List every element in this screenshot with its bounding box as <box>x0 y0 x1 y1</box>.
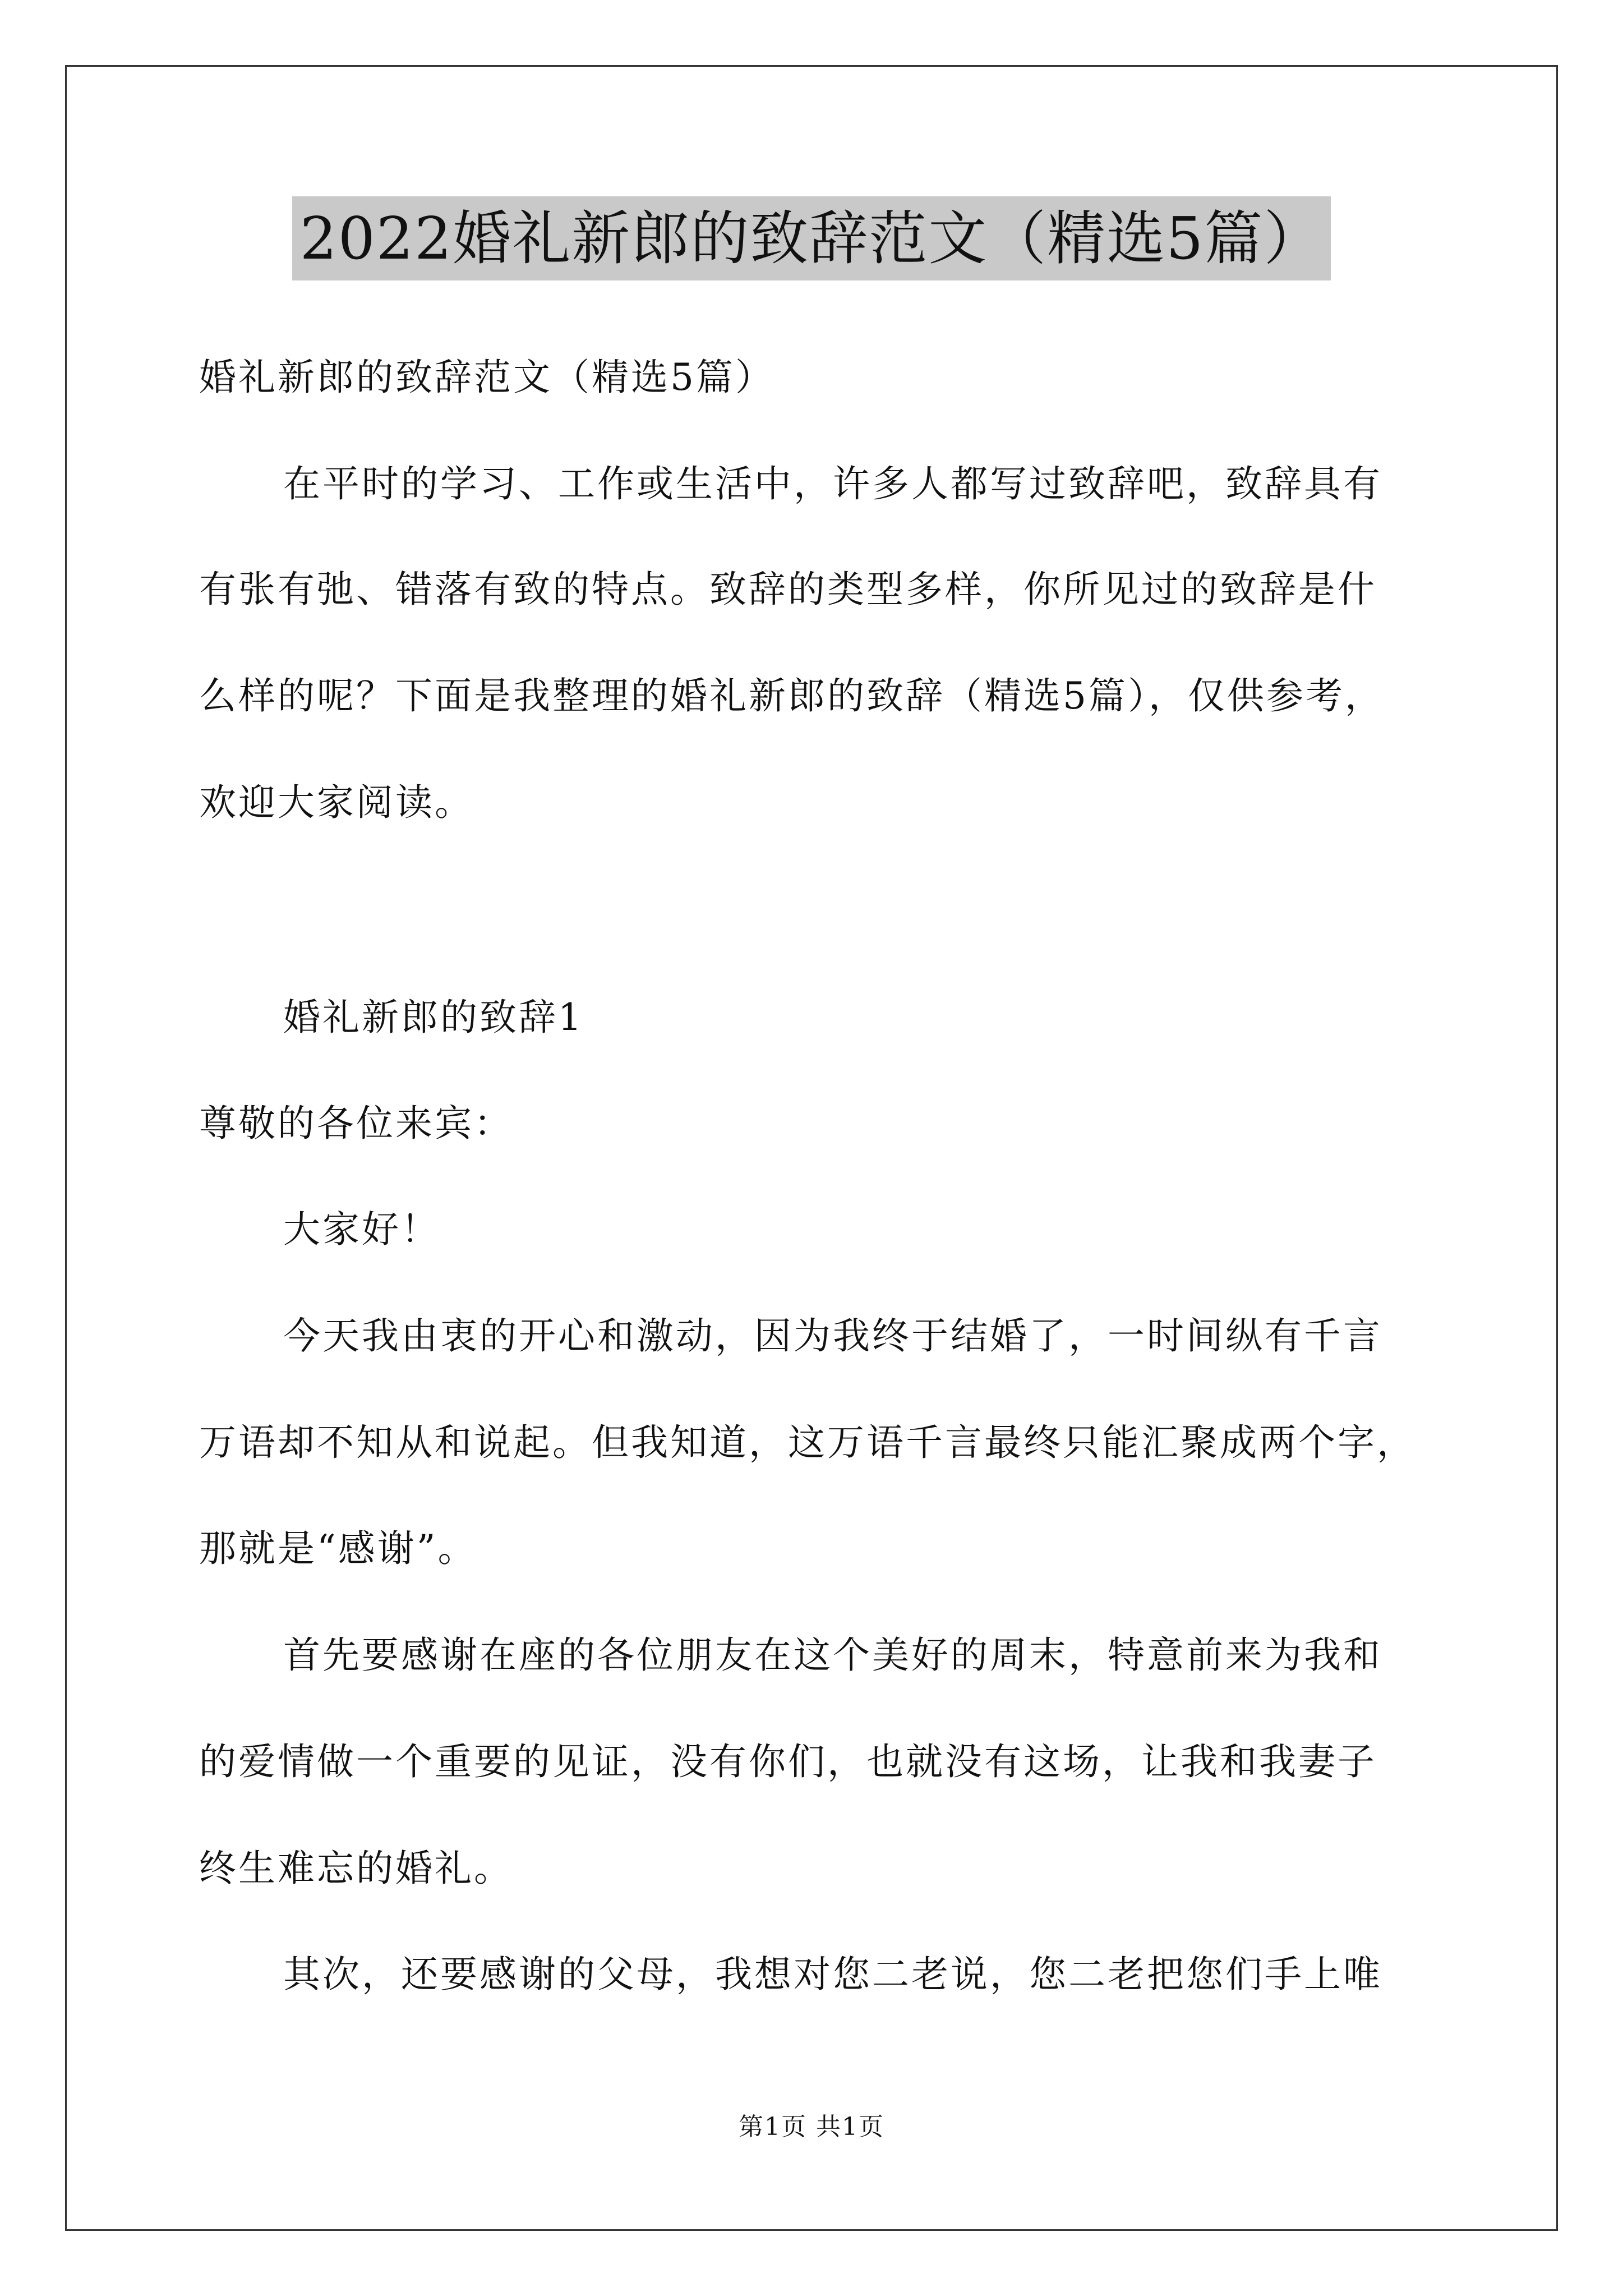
page-footer: 第1页 共1页 <box>739 2113 884 2141</box>
title-container <box>0 196 1623 280</box>
para2-line-2: 的爱情做一个重要的见证，没有你们，也就没有这场，让我和我妻子 <box>199 1740 1377 1783</box>
para1-line-1: 今天我由衷的开心和激动，因为我终于结婚了，一时间纵有千言 <box>283 1314 1382 1358</box>
para3-line-1: 其次，还要感谢的父母，我想对您二老说，您二老把您们手上唯 <box>283 1953 1382 1996</box>
intro-line-1: 在平时的学习、工作或生活中，许多人都写过致辞吧，致辞具有 <box>283 462 1382 505</box>
greeting: 大家好！ <box>283 1208 440 1251</box>
para2-line-1: 首先要感谢在座的各位朋友在这个美好的周末，特意前来为我和 <box>283 1634 1382 1677</box>
para1-line-2: 万语却不知从和说起。但我知道，这万语千言最终只能汇聚成两个字， <box>199 1421 1416 1464</box>
para2-line-3: 终生难忘的婚礼。 <box>199 1847 513 1890</box>
para1-line-3: 那就是“感谢”。 <box>199 1527 477 1570</box>
intro-line-3: 么样的呢？下面是我整理的婚礼新郎的致辞（精选5篇），仅供参考， <box>199 674 1384 717</box>
intro-line-2: 有张有弛、错落有致的特点。致辞的类型多样，你所见过的致辞是什 <box>199 568 1377 611</box>
section-heading: 婚礼新郎的致辞1 <box>283 996 584 1039</box>
salutation: 尊敬的各位来宾： <box>199 1102 513 1145</box>
document-title: 2022婚礼新郎的致辞范文（精选5篇） <box>292 196 1331 280</box>
intro-line-4: 欢迎大家阅读。 <box>199 781 474 824</box>
subtitle: 婚礼新郎的致辞范文（精选5篇） <box>199 356 774 399</box>
